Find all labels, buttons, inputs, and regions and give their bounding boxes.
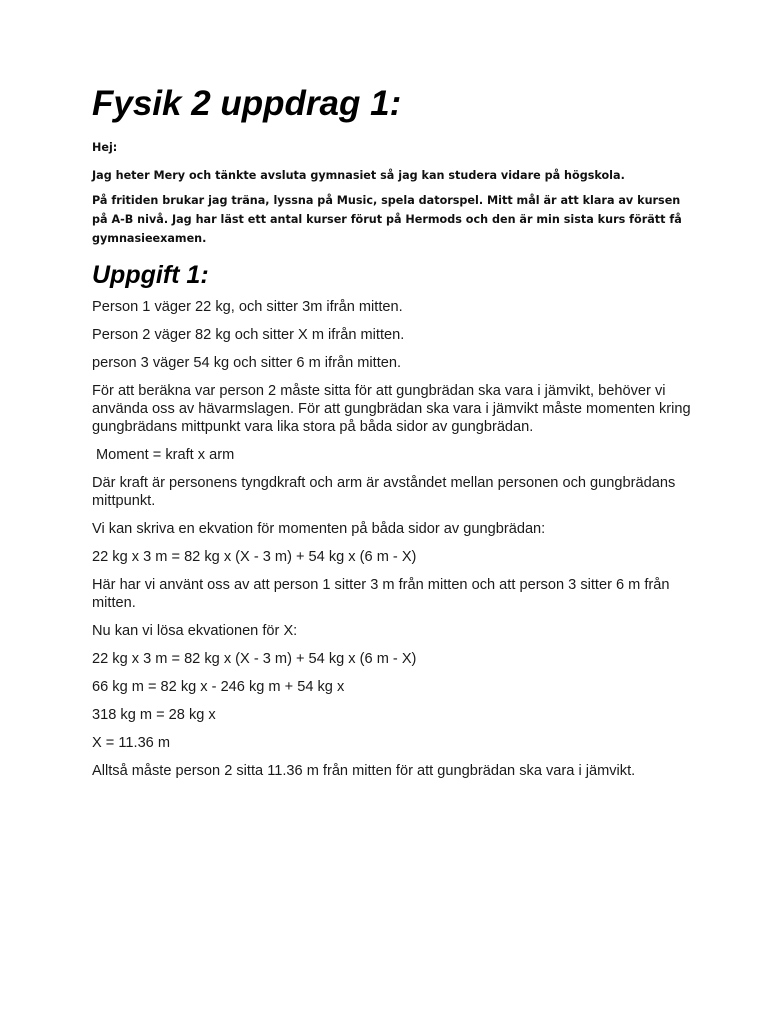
paragraph-definition: Där kraft är personens tyngdkraft och arm är avståndet mellan personen och gungbrädans mittpunkt. — [92, 475, 676, 509]
section-heading: Uppgift 1: — [92, 261, 209, 289]
paragraph-person-2: Person 2 väger 82 kg och sitter X m ifrån mitten. — [92, 327, 405, 343]
paragraph-step-1: 66 kg m = 82 kg x - 246 kg m + 54 kg x — [92, 679, 345, 695]
paragraph-person-1: Person 1 väger 22 kg, och sitter 3m ifrån mitten. — [92, 299, 403, 315]
paragraph-result: X = 11.36 m — [92, 735, 171, 751]
intro-line-2: På fritiden brukar jag träna, lyssna på Music, spela datorspel. Mitt mål är att klara av kursen på A-B nivå. Jag har läst ett antal kurser förut på Hermods och den är min sista kurs förätt få gymnasieexamen. — [92, 194, 682, 245]
intro-line-1: Jag heter Mery och tänkte avsluta gymnasiet så jag kan studera vidare på högskola. — [92, 169, 625, 182]
paragraph-equation-intro: Vi kan skriva en ekvation för momenten på båda sidor av gungbrädan: — [92, 521, 546, 537]
paragraph-explanation: För att beräkna var person 2 måste sitta för att gungbrädan ska vara i jämvikt, behöver vi använda oss av hävarmslagen. För att gungbrädan ska vara i jämvikt måste momenten kring gungbrädans mittpunkt vara lika stora på båda sidor av gungbrädan. — [92, 383, 691, 435]
paragraph-conclusion: Alltså måste person 2 sitta 11.36 m från mitten för att gungbrädan ska vara i jämvikt. — [92, 763, 636, 779]
paragraph-moment-formula: Moment = kraft x arm — [96, 447, 235, 463]
paragraph-step-2: 318 kg m = 28 kg x — [92, 707, 216, 723]
paragraph-solve-intro: Nu kan vi lösa ekvationen för X: — [92, 623, 298, 639]
intro-greeting: Hej: — [92, 141, 118, 154]
paragraph-assumption: Här har vi använt oss av att person 1 sitter 3 m från mitten och att person 3 sitter 6 m från mitten. — [92, 577, 670, 611]
paragraph-equation-2: 22 kg x 3 m = 82 kg x (X - 3 m) + 54 kg x (6 m - X) — [92, 651, 417, 667]
document-page — [92, 82, 692, 790]
paragraph-person-3: person 3 väger 54 kg och sitter 6 m ifrån mitten. — [92, 355, 402, 371]
paragraph-equation-1: 22 kg x 3 m = 82 kg x (X - 3 m) + 54 kg x (6 m - X) — [92, 549, 417, 565]
document-title: Fysik 2 uppdrag 1: — [92, 84, 402, 123]
